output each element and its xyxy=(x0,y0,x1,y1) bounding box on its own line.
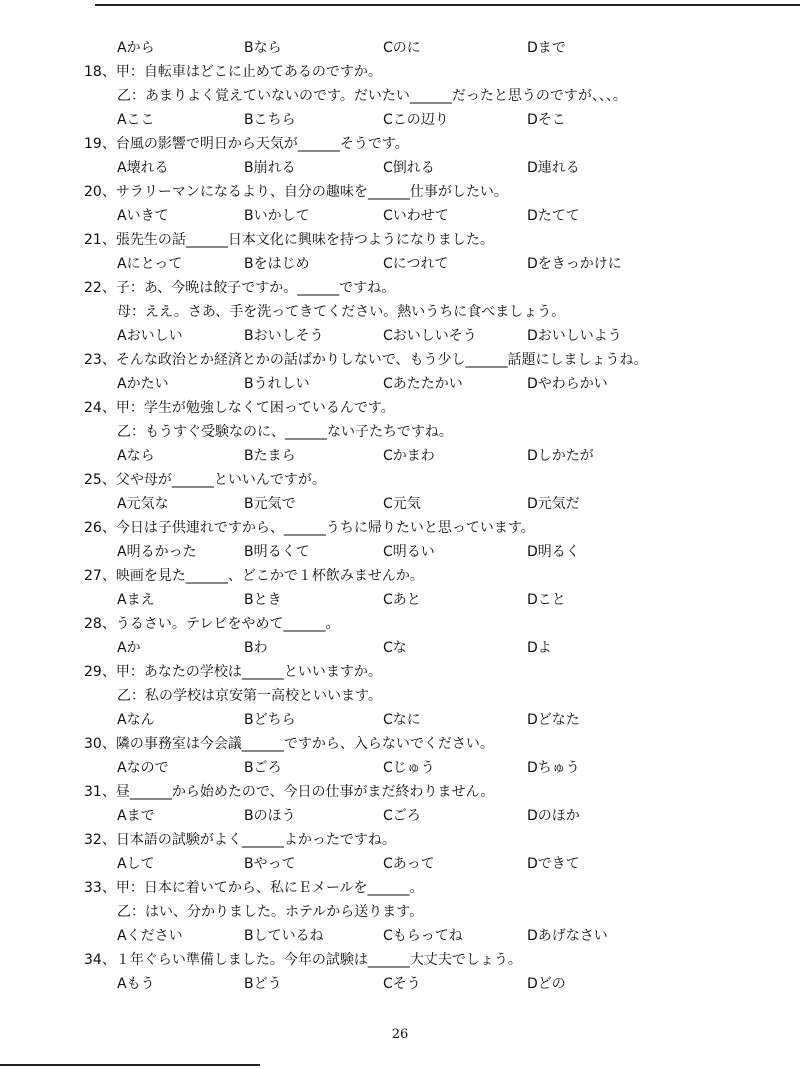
question-line xyxy=(0,828,800,852)
answer-option-d: Dこと xyxy=(527,592,566,608)
answer-option-b: Bどちら xyxy=(244,712,296,728)
answer-option-a: A明るかった xyxy=(117,544,197,560)
answer-options-row xyxy=(0,804,800,828)
answer-option-d: Dどの xyxy=(527,976,566,992)
answer-option-b: Bごろ xyxy=(244,760,282,776)
answer-options-row xyxy=(0,756,800,780)
answer-option-d: D明るく xyxy=(527,544,580,560)
answer-option-d: Dちゅう xyxy=(527,760,580,776)
answer-option-c: Cこの辺り xyxy=(383,112,449,128)
answer-option-d: Dまで xyxy=(527,40,566,56)
question-text: 18、甲：自転車はどこに止めてあるのですか。 xyxy=(84,64,382,80)
answer-options-row xyxy=(0,636,800,660)
question-line xyxy=(0,660,800,684)
answer-option-d: Dよ xyxy=(527,640,552,656)
answer-option-c: Cごろ xyxy=(383,808,421,824)
answer-option-a: Aまで xyxy=(117,808,155,824)
answer-option-c: Cもらってね xyxy=(383,928,463,944)
answer-option-b: Bやって xyxy=(244,856,296,872)
answer-options-row xyxy=(0,204,800,228)
question-text: 26、今日は子供連れですから、______うちに帰りたいと思っています。 xyxy=(84,520,535,536)
answer-option-b: Bなら xyxy=(244,40,282,56)
question-text: 25、父や母が______といいんですが。 xyxy=(84,472,326,488)
dialogue-text: 乙：はい、分かりました。ホテルから送ります。 xyxy=(117,904,424,920)
question-line xyxy=(0,876,800,900)
answer-option-a: A元気な xyxy=(117,496,169,512)
answer-option-a: Aおいしい xyxy=(117,328,183,344)
answer-options-row xyxy=(0,540,800,564)
answer-option-d: Dやわらかい xyxy=(527,376,608,392)
answer-option-a: Aなので xyxy=(117,760,169,776)
answer-option-d: Dできて xyxy=(527,856,580,872)
answer-options-row xyxy=(0,972,800,996)
question-line xyxy=(0,276,800,300)
top-rule xyxy=(95,4,800,6)
question-text: 34、１年ぐらい準備しました。今年の試験は______大丈夫でしょう。 xyxy=(84,952,522,968)
answer-option-c: Cあと xyxy=(383,592,421,608)
answer-options-row xyxy=(0,108,800,132)
answer-option-c: C明るい xyxy=(383,544,435,560)
question-line xyxy=(0,132,800,156)
question-sheet xyxy=(0,36,800,996)
answer-option-a: Aなん xyxy=(117,712,155,728)
answer-option-b: Bとき xyxy=(244,592,282,608)
answer-option-a: Aから xyxy=(117,40,155,56)
answer-option-c: Cのに xyxy=(383,40,421,56)
dialogue-text: 乙：私の学校は京安第一高校といいます。 xyxy=(117,688,382,704)
question-line xyxy=(0,516,800,540)
answer-option-b: Bをはじめ xyxy=(244,256,310,272)
answer-option-a: Aもう xyxy=(117,976,155,992)
answer-option-d: D元気だ xyxy=(527,496,580,512)
answer-option-c: Cなに xyxy=(383,712,421,728)
answer-option-a: Aまえ xyxy=(117,592,155,608)
answer-option-b: Bのほう xyxy=(244,808,296,824)
answer-options-row xyxy=(0,924,800,948)
question-continuation xyxy=(0,684,800,708)
question-continuation xyxy=(0,300,800,324)
question-line xyxy=(0,732,800,756)
answer-option-c: Cいわせて xyxy=(383,208,449,224)
question-text: 32、日本語の試験がよく______よかったですね。 xyxy=(84,832,396,848)
answer-option-d: Dどなた xyxy=(527,712,580,728)
answer-option-a: Aして xyxy=(117,856,155,872)
answer-option-d: Dをきっかけに xyxy=(527,256,622,272)
answer-option-b: Bたまら xyxy=(244,448,296,464)
question-line xyxy=(0,60,800,84)
answer-option-b: B崩れる xyxy=(244,160,296,176)
question-line xyxy=(0,180,800,204)
question-line xyxy=(0,396,800,420)
question-line xyxy=(0,228,800,252)
question-line xyxy=(0,348,800,372)
answer-option-a: Aか xyxy=(117,640,141,656)
answer-option-d: Dたてて xyxy=(527,208,580,224)
answer-option-a: A壊れる xyxy=(117,160,169,176)
answer-options-row xyxy=(0,252,800,276)
answer-option-a: Aかたい xyxy=(117,376,169,392)
answer-option-c: Cおいしいそう xyxy=(383,328,477,344)
answer-option-a: Aにとって xyxy=(117,256,183,272)
answer-option-c: Cじゅう xyxy=(383,760,435,776)
question-text: 31、昼______から始めたので、今日の仕事がまだ終わりません。 xyxy=(84,784,495,800)
answer-option-d: D連れる xyxy=(527,160,580,176)
answer-options-row xyxy=(0,372,800,396)
question-text: 28、うるさい。テレビをやめて______。 xyxy=(84,616,340,632)
answer-option-c: Cかまわ xyxy=(383,448,435,464)
question-text: 29、甲：あなたの学校は______といいますか。 xyxy=(84,664,382,680)
answer-options-row xyxy=(0,588,800,612)
dialogue-text: 母：ええ。さあ、手を洗ってきてください。熱いうちに食べましょう。 xyxy=(117,304,566,320)
question-text: 30、隣の事務室は今会議______ですから、入らないでください。 xyxy=(84,736,494,752)
answer-option-a: Aなら xyxy=(117,448,155,464)
question-line xyxy=(0,948,800,972)
dialogue-text: 乙：あまりよく覚えていないのです。だいたい______だったと思うのですが、、、。 xyxy=(117,88,627,104)
answer-options-row xyxy=(0,444,800,468)
answer-option-c: C倒れる xyxy=(383,160,435,176)
answer-option-c: C元気 xyxy=(383,496,421,512)
dialogue-text: 乙：もうすぐ受験なのに、______ない子たちですね。 xyxy=(117,424,453,440)
question-continuation xyxy=(0,420,800,444)
question-continuation xyxy=(0,900,800,924)
answer-option-a: Aください xyxy=(117,928,183,944)
answer-option-c: Cあたたかい xyxy=(383,376,463,392)
question-text: 19、台風の影響で明日から天気が______そうです。 xyxy=(84,136,409,152)
answer-option-b: Bしているね xyxy=(244,928,324,944)
question-text: 22、子：あ、今晩は餃子ですか。______ですね。 xyxy=(84,280,396,296)
answer-options-row xyxy=(0,36,800,60)
answer-option-b: Bいかして xyxy=(244,208,310,224)
question-line xyxy=(0,612,800,636)
question-text: 27、映画を見た______、どこかで１杯飲みませんか。 xyxy=(84,568,424,584)
answer-option-d: Dあげなさい xyxy=(527,928,608,944)
answer-option-d: Dのほか xyxy=(527,808,580,824)
question-line xyxy=(0,780,800,804)
answer-options-row xyxy=(0,156,800,180)
answer-option-b: Bこちら xyxy=(244,112,296,128)
answer-option-b: Bどう xyxy=(244,976,282,992)
answer-option-d: Dそこ xyxy=(527,112,566,128)
answer-option-a: Aここ xyxy=(117,112,155,128)
answer-options-row xyxy=(0,324,800,348)
answer-option-c: Cあって xyxy=(383,856,435,872)
answer-option-d: Dおいしいよう xyxy=(527,328,622,344)
question-text: 23、そんな政治とか経済とかの話ばかりしないで、もう少し______話題にしましょうね。 xyxy=(84,352,648,368)
answer-option-b: B元気で xyxy=(244,496,296,512)
answer-option-b: Bおいしそう xyxy=(244,328,324,344)
answer-option-c: Cな xyxy=(383,640,407,656)
answer-option-b: Bわ xyxy=(244,640,268,656)
answer-option-d: Dしかたが xyxy=(527,448,594,464)
answer-options-row xyxy=(0,852,800,876)
answer-options-row xyxy=(0,492,800,516)
question-text: 24、甲：学生が勉強しなくて困っているんです。 xyxy=(84,400,395,416)
question-text: 20、サラリーマンになるより、自分の趣味を______仕事がしたい。 xyxy=(84,184,508,200)
answer-options-row xyxy=(0,708,800,732)
answer-option-c: Cそう xyxy=(383,976,421,992)
answer-option-b: B明るくて xyxy=(244,544,310,560)
page-number: 26 xyxy=(391,1027,409,1042)
answer-option-b: Bうれしい xyxy=(244,376,310,392)
answer-option-c: Cにつれて xyxy=(383,256,449,272)
question-continuation xyxy=(0,84,800,108)
question-line xyxy=(0,468,800,492)
question-text: 33、甲：日本に着いてから、私にＥメールを______。 xyxy=(84,880,424,896)
bottom-rule xyxy=(0,1064,260,1066)
question-text: 21、張先生の話______日本文化に興味を持つようになりました。 xyxy=(84,232,494,248)
question-line xyxy=(0,564,800,588)
answer-option-a: Aいきて xyxy=(117,208,169,224)
